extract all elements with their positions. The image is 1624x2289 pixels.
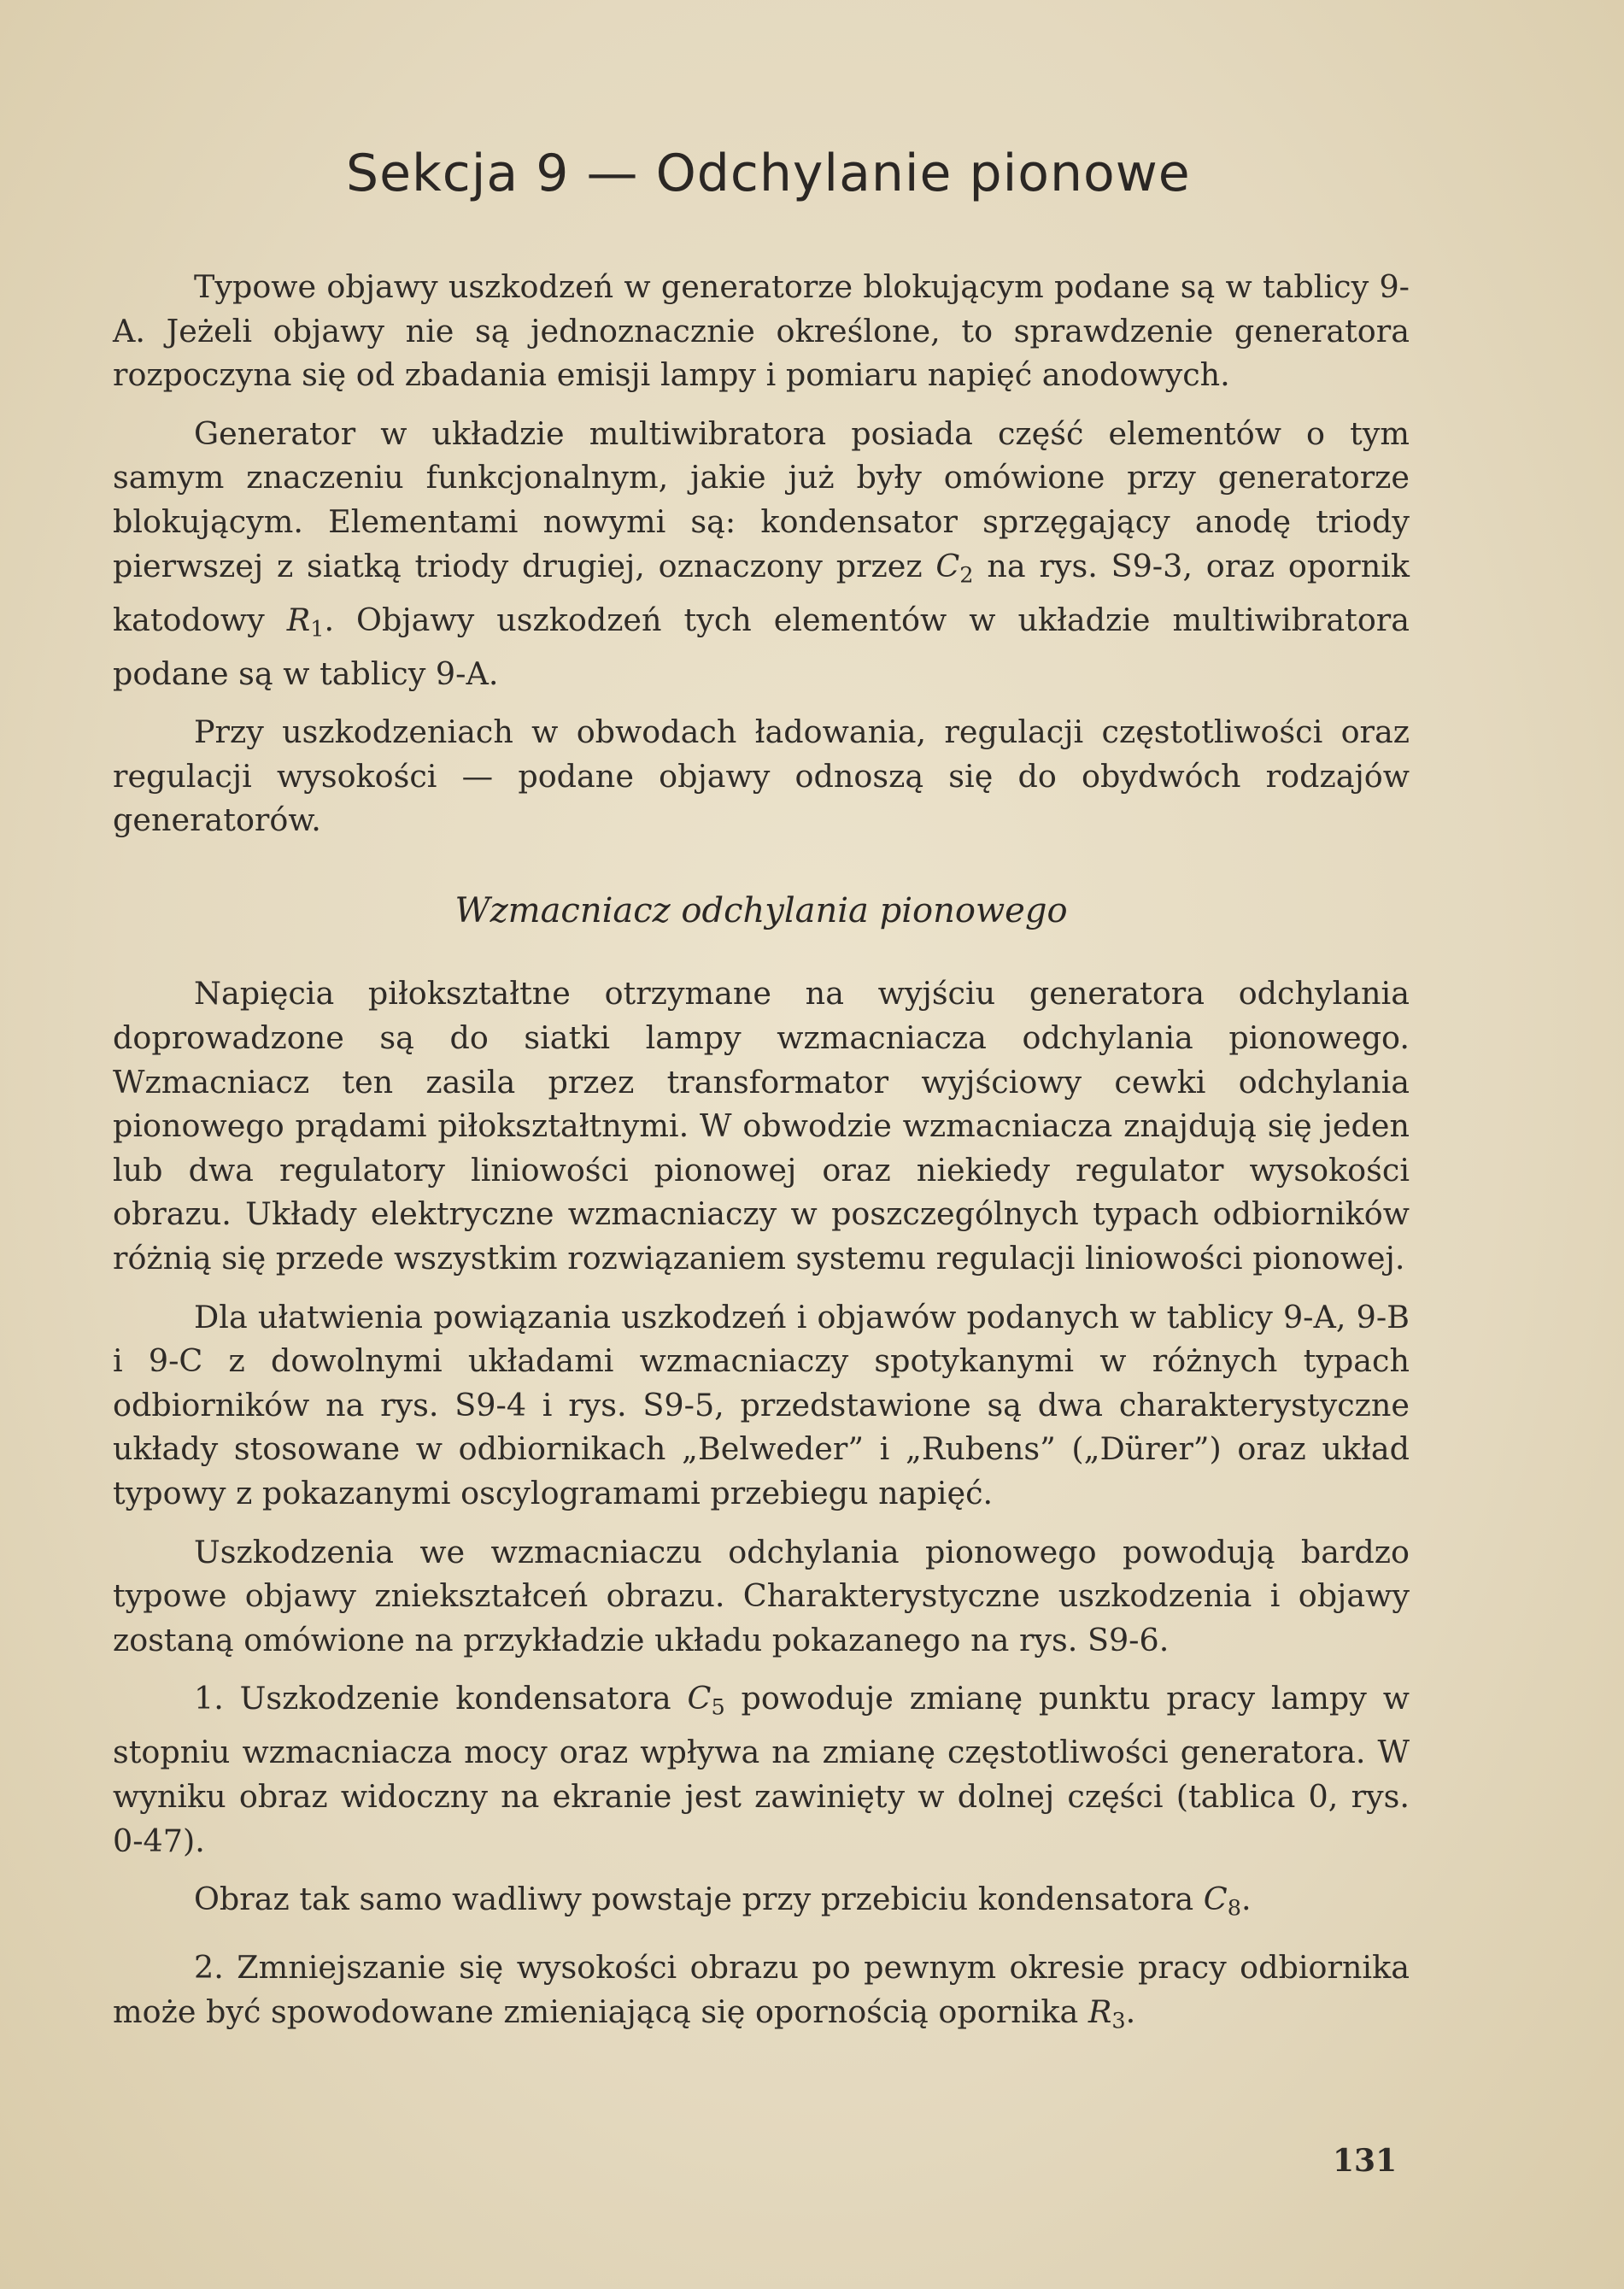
paragraph-receiver-circuits: Dla ułatwienia powiązania uszkodzeń i objawów podanych w tablicy 9-A, 9-B i 9-C z dowolnymi układami wzmacniaczy spotykanymi w różnych typach odbiorników na rys. S9-4 i rys. S9-5, przedstawione są dwa charakterystyczne układy stosowane w odbiornikach „Belweder” i „Rubens” („Dürer”) oraz układ typowy z pokazanymi oscylogramami przebiegu napięć. [113,1298,1410,1511]
symbol-resistor: R [286,601,311,638]
paragraph-text: Obraz tak samo wadliwy powstaje przy przebiciu kondensatora [194,1881,1204,1918]
paragraph-text: . Objawy uszkodzeń tych elementów w układzie multiwibratora podane są w tablicy 9-A. [113,601,1410,692]
paragraph-text: . [1125,1993,1136,2030]
paragraph-blocking-generator: Typowe objawy uszkodzeń w generatorze blokującym podane są w tablicy 9-A. Jeżeli objawy nie są jednoznacznie określone, to sprawdzenie generatora rozpoczyna się od zbadania emisji lampy i pomiaru napięć anodowych. [113,268,1410,394]
paragraph-text: 2. Zmniejszanie się wysokości obrazu po pewnym okresie pracy odbiornika może być spowodowane zmieniającą się opornością opornika [113,1949,1410,2030]
symbol-subscript: 2 [959,561,974,588]
paragraph-text: 1. Uszkodzenie kondensatora [194,1680,688,1717]
paragraph-multivibrator [113,412,1410,696]
symbol-subscript: 8 [1227,1895,1241,1922]
symbol-subscript: 5 [711,1694,725,1721]
paragraph-text: na rys. S9-3, oraz opornik katodowy [113,547,1410,638]
paragraph-sawtooth-voltages: Napięcia piłokształtne otrzymane na wyjściu generatora odchylania doprowadzone są do siatki lampy wzmacniacza odchylania pionowego. Wzmacniacz ten zasila przez transformator wyjściowy cewki odchylania pionowego prądami piłokształtnymi. W obwodzie wzmacniacza znajdują się jeden lub dwa regulatory liniowości pionowej oraz niekiedy regulator wysokości obrazu. Układy elektryczne wzmacniaczy w poszczególnych typach odbiorników różnią się przede wszystkim rozwiązaniem systemu regulacji liniowości pionowej. [113,975,1410,1277]
section-title: Sekcja 9 — Odchylanie pionowe [346,144,1191,203]
page-body [113,265,1410,2058]
symbol-resistor: R [1088,1993,1112,2030]
symbol-capacitor: C [687,1680,712,1717]
paragraph-text: powoduje zmianę punktu pracy lampy w stopniu wzmacniacza mocy oraz wpływa na zmianę częstotliwości generatora. W wyniku obraz widoczny na ekranie jest zawinięty w dolnej części (tablica 0, rys. 0-47). [113,1680,1410,1859]
page-number: 131 [1333,2143,1398,2179]
paragraph-fault-1 [113,1676,1410,1863]
symbol-capacitor: C [1203,1881,1228,1918]
paragraph-charging-circuits: Przy uszkodzeniach w obwodach ładowania, regulacji częstotliwości oraz regulacji wysokości — podane objawy odnoszą się do obydwóch rodzajów generatorów. [113,713,1410,839]
paragraph-text: . [1241,1881,1252,1918]
symbol-capacitor: C [935,547,960,584]
paragraph-fault-2 [113,1946,1410,2044]
subheading: Wzmacniacz odchylania pionowego [454,890,1068,930]
paragraph-capacitor-breakdown [113,1877,1410,1931]
symbol-subscript: 3 [1111,2008,1126,2034]
symbol-subscript: 1 [310,615,325,642]
paragraph-text: Generator w układzie multiwibratora posiada część elementów o tym samym znaczeniu funkcjonalnym, jakie już były omówione przy generatorze blokującym. Elementami nowymi są: kondensator sprzęgający anodę triody pierwszej z siatką triody drugiej, oznaczony przez [113,414,1410,584]
paragraph-amplifier-faults: Uszkodzenia we wzmacniaczu odchylania pionowego powodują bardzo typowe objawy zniekształceń obrazu. Charakterystyczne uszkodzenia i objawy zostaną omówione na przykładzie układu pokazanego na rys. S9-6. [113,1533,1410,1658]
